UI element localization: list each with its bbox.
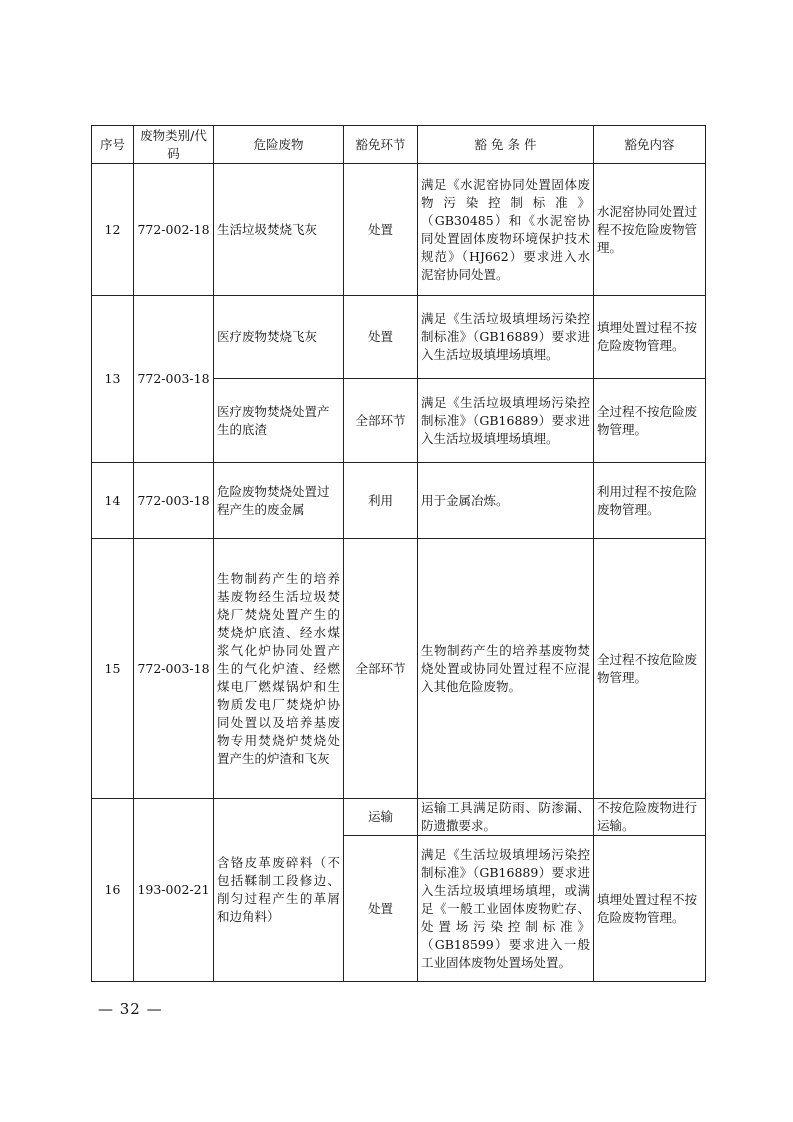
table-row: [92, 296, 706, 379]
row-stage: 利用: [344, 463, 418, 539]
table-row: [92, 164, 706, 296]
row-code: 193-002-21: [134, 799, 214, 982]
row-seq: 15: [92, 539, 134, 799]
row-stage: 全部环节: [344, 379, 418, 463]
row-content: 填埋处置过程不按危险废物管理。: [594, 836, 706, 982]
header-condition: 豁 免 条 件: [418, 126, 594, 164]
row-stage: 处置: [344, 164, 418, 296]
row-condition: 满足《生活垃圾填埋场污染控制标准》（GB16889）要求进入生活垃圾填埋场填埋，或满足《一般工业固体废物贮存、处置场污染控制标准》（GB18599）要求进入一般工业固体废物处置场处置。: [418, 836, 594, 982]
row-waste: 生活垃圾焚烧飞灰: [214, 164, 344, 296]
row-waste: 含铬皮革废碎料（不包括鞣制工段修边、削匀过程产生的革屑和边角料）: [214, 799, 344, 982]
row-content: 全过程不按危险废物管理。: [594, 379, 706, 463]
page-number: — 32 —: [98, 1000, 163, 1018]
row-waste: 医疗废物焚烧飞灰: [214, 296, 344, 379]
row-seq: 12: [92, 164, 134, 296]
row-stage: 处置: [344, 296, 418, 379]
row-waste: 危险废物焚烧处置过程产生的废金属: [214, 463, 344, 539]
row-content: 水泥窑协同处置过程不按危险废物管理。: [594, 164, 706, 296]
row-condition: 满足《水泥窑协同处置固体废物污染控制标准》（GB30485）和《水泥窑协同处置固体废物环境保护技术规范》（HJ662）要求进入水泥窑协同处置。: [418, 164, 594, 296]
table-row: [92, 463, 706, 539]
row-stage: 运输: [344, 799, 418, 836]
header-content: 豁免内容: [594, 126, 706, 164]
row-condition: 用于金属冶炼。: [418, 463, 594, 539]
row-code: 772-003-18: [134, 539, 214, 799]
row-code: 772-003-18: [134, 296, 214, 463]
row-code: 772-002-18: [134, 164, 214, 296]
row-stage: 处置: [344, 836, 418, 982]
row-content: 利用过程不按危险废物管理。: [594, 463, 706, 539]
header-stage: 豁免环节: [344, 126, 418, 164]
row-stage: 全部环节: [344, 539, 418, 799]
table-row: [92, 799, 706, 836]
header-row: [92, 126, 706, 164]
header-waste: 危险废物: [214, 126, 344, 164]
row-seq: 13: [92, 296, 134, 463]
header-seq: 序号: [92, 126, 134, 164]
row-seq: 16: [92, 799, 134, 982]
row-condition: 生物制药产生的培养基废物焚烧处置或协同处置过程不应混入其他危险废物。: [418, 539, 594, 799]
row-waste: 医疗废物焚烧处置产生的底渣: [214, 379, 344, 463]
row-content: 填埋处置过程不按危险废物管理。: [594, 296, 706, 379]
exemption-table: [91, 125, 706, 982]
row-code: 772-003-18: [134, 463, 214, 539]
row-condition: 满足《生活垃圾填埋场污染控制标准》（GB16889）要求进入生活垃圾填埋场填埋。: [418, 379, 594, 463]
header-category: 废物类别/代码: [134, 126, 214, 164]
row-content: 不按危险废物进行运输。: [594, 799, 706, 836]
row-condition: 运输工具满足防雨、防渗漏、防遗撒要求。: [418, 799, 594, 836]
row-condition: 满足《生活垃圾填埋场污染控制标准》（GB16889）要求进入生活垃圾填埋场填埋。: [418, 296, 594, 379]
row-content: 全过程不按危险废物管理。: [594, 539, 706, 799]
row-waste: 生物制药产生的培养基废物经生活垃圾焚烧厂焚烧处置产生的焚烧炉底渣、经水煤浆气化炉协同处置产生的气化炉渣、经燃煤电厂燃煤锅炉和生物质发电厂焚烧炉协同处置以及培养基废物专用焚烧炉焚烧处置产生的炉渣和飞灰: [214, 539, 344, 799]
table-row: [92, 539, 706, 799]
row-seq: 14: [92, 463, 134, 539]
